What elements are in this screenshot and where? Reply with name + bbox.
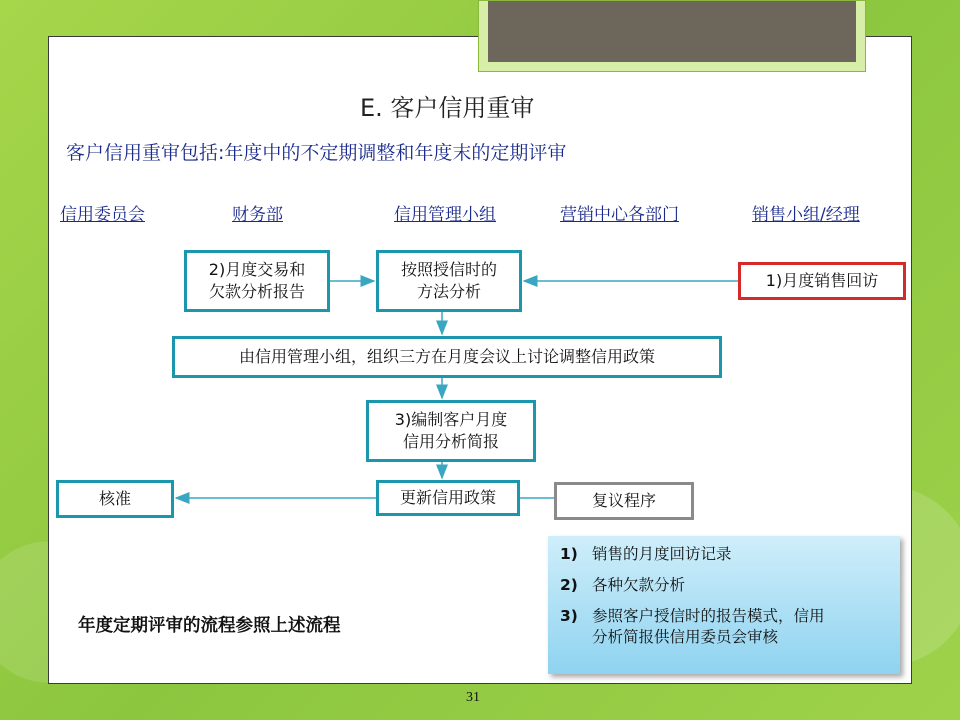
slide-subtitle: 客户信用重审包括:年度中的不定期调整和年度末的定期评审 (66, 142, 567, 164)
column-finance-dept: 财务部 (232, 205, 283, 225)
box-method-analysis: 按照授信时的 方法分析 (376, 250, 522, 312)
box-approve: 核准 (56, 480, 174, 518)
annual-review-text: 年度定期评审的流程参照上述流程 (78, 616, 341, 636)
column-marketing-depts: 营销中心各部门 (560, 205, 679, 225)
column-credit-mgmt-team: 信用管理小组 (394, 205, 496, 225)
column-credit-committee: 信用委员会 (60, 205, 145, 225)
note-item: 2) 各种欠款分析 (560, 575, 686, 594)
note-item: 1) 销售的月度回访记录 (560, 545, 732, 563)
box-review-procedure: 复议程序 (554, 482, 694, 520)
slide-title: E. 客户信用重审 (360, 94, 535, 122)
box-monthly-visit: 1)月度销售回访 (738, 262, 906, 300)
note-item: 3) 参照客户授信时的报告模式，信用 分析简报供信用委员会审核 (560, 606, 825, 646)
notes-panel (548, 536, 900, 674)
box-credit-brief: 3)编制客户月度 信用分析简报 (366, 400, 536, 462)
box-update-policy: 更新信用政策 (376, 480, 520, 516)
box-meeting: 由信用管理小组，组织三方在月度会议上讨论调整信用政策 (172, 336, 722, 378)
column-sales-team: 销售小组/经理 (752, 205, 860, 225)
page-number: 31 (466, 690, 480, 705)
box-monthly-report: 2)月度交易和 欠款分析报告 (184, 250, 330, 312)
